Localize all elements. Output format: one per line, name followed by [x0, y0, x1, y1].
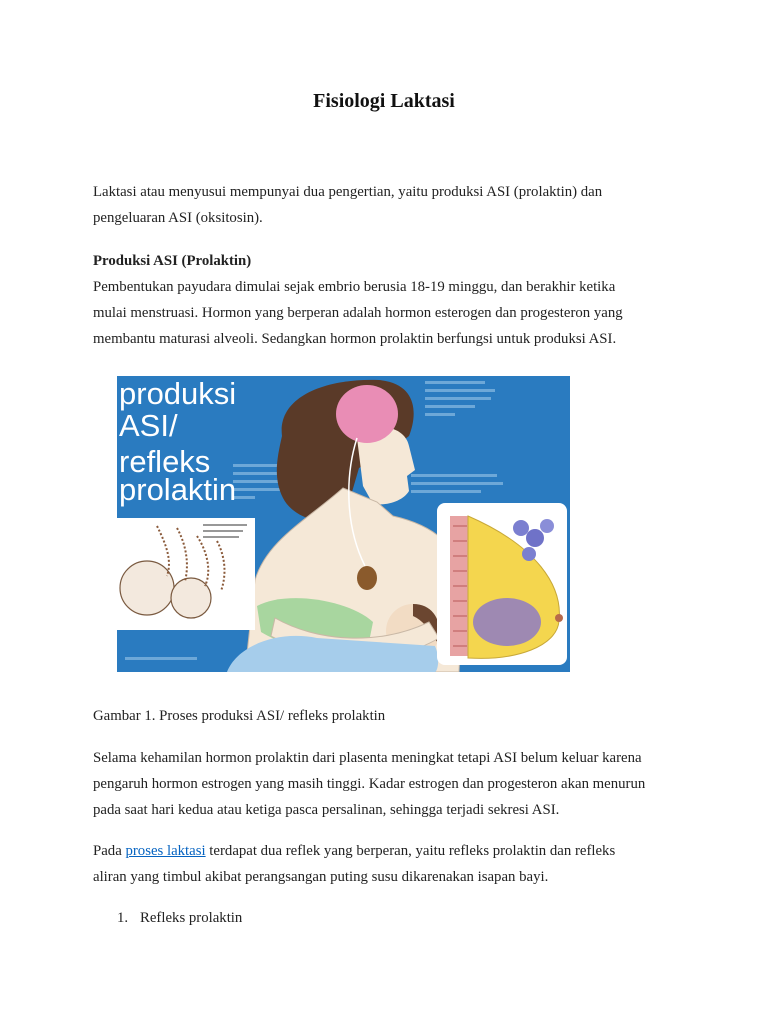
annotation-bar	[411, 482, 503, 485]
list-item-text: Refleks prolaktin	[140, 910, 243, 926]
section-heading: Produksi ASI (Prolaktin)	[93, 253, 252, 269]
figure-heading-line: refleks	[119, 444, 211, 479]
section-line: mulai menstruasi. Hormon yang berperan adalah hormon esterogen dan progesteron yang	[93, 305, 623, 321]
text-before-link: Pada	[93, 843, 126, 859]
paragraph-3	[93, 838, 615, 890]
figure-caption	[93, 703, 385, 729]
brain-shape	[336, 385, 398, 443]
figure-heading-line: prolaktin	[119, 472, 237, 507]
label-bar	[203, 530, 243, 532]
intro-line: Laktasi atau menyusui mempunyai dua pengertian, yaitu produksi ASI (prolaktin) dan	[93, 184, 603, 200]
section-line: Pembentukan payudara dimulai sejak embrio berusia 18-19 minggu, dan berakhir ketika	[93, 279, 616, 295]
annotation-bar	[411, 474, 497, 477]
annotation-bar	[425, 389, 495, 392]
paragraph-line: aliran yang timbul akibat perangsangan puting susu dikarenakan isapan bayi.	[93, 869, 549, 885]
breast-gland-shape	[357, 566, 377, 590]
label-bar	[203, 536, 239, 538]
text-after-link: terdapat dua reflek yang berperan, yaitu refleks prolaktin dan refleks	[205, 843, 616, 859]
intro-paragraph	[93, 179, 602, 231]
alveolus-shape	[171, 578, 211, 618]
list-item	[117, 905, 242, 931]
cell-cluster	[522, 547, 536, 561]
cell-cluster	[526, 529, 544, 547]
lobules-shape	[473, 598, 541, 646]
paragraph-2	[93, 745, 645, 823]
annotation-bar	[425, 405, 475, 408]
paragraph-line: pada saat hari kedua atau ketiga pasca persalinan, sehingga terjadi sekresi ASI.	[93, 802, 560, 818]
annotation-bar	[233, 496, 255, 499]
proses-laktasi-link[interactable]: proses laktasi	[125, 843, 206, 859]
figure-illustration	[117, 376, 570, 672]
numbered-list	[117, 905, 242, 931]
list-number: 1.	[117, 910, 129, 926]
annotation-bar	[425, 381, 485, 384]
section-line: membantu maturasi alveoli. Sedangkan hormon prolaktin berfungsi untuk produksi ASI.	[93, 331, 617, 347]
paragraph-line: Selama kehamilan hormon prolaktin dari plasenta meningkat tetapi ASI belum keluar karena	[93, 750, 642, 766]
figure-footnote-bar	[125, 657, 197, 660]
figure-heading-line: produksi	[119, 376, 237, 411]
paragraph-line	[93, 838, 615, 864]
caption-text: Gambar 1. Proses produksi ASI/ refleks prolaktin	[93, 708, 386, 724]
cell-cluster	[513, 520, 529, 536]
nipple-shape	[555, 614, 563, 622]
paragraph-line: pengaruh hormon estrogen yang masih tinggi. Kadar estrogen dan progesteron akan menurun	[93, 776, 646, 792]
page-title: Fisiologi Laktasi	[313, 90, 455, 112]
annotation-bar	[233, 480, 283, 483]
figure-heading-line: ASI/	[119, 408, 178, 443]
annotation-bar	[425, 397, 491, 400]
label-bar	[203, 524, 247, 526]
annotation-bar	[411, 490, 481, 493]
figure-svg	[117, 376, 570, 672]
alveolus-shape	[120, 561, 174, 615]
annotation-bar	[425, 413, 455, 416]
section-prolaktin	[93, 248, 623, 352]
intro-line: pengeluaran ASI (oksitosin).	[93, 210, 263, 226]
cell-cluster	[540, 519, 554, 533]
